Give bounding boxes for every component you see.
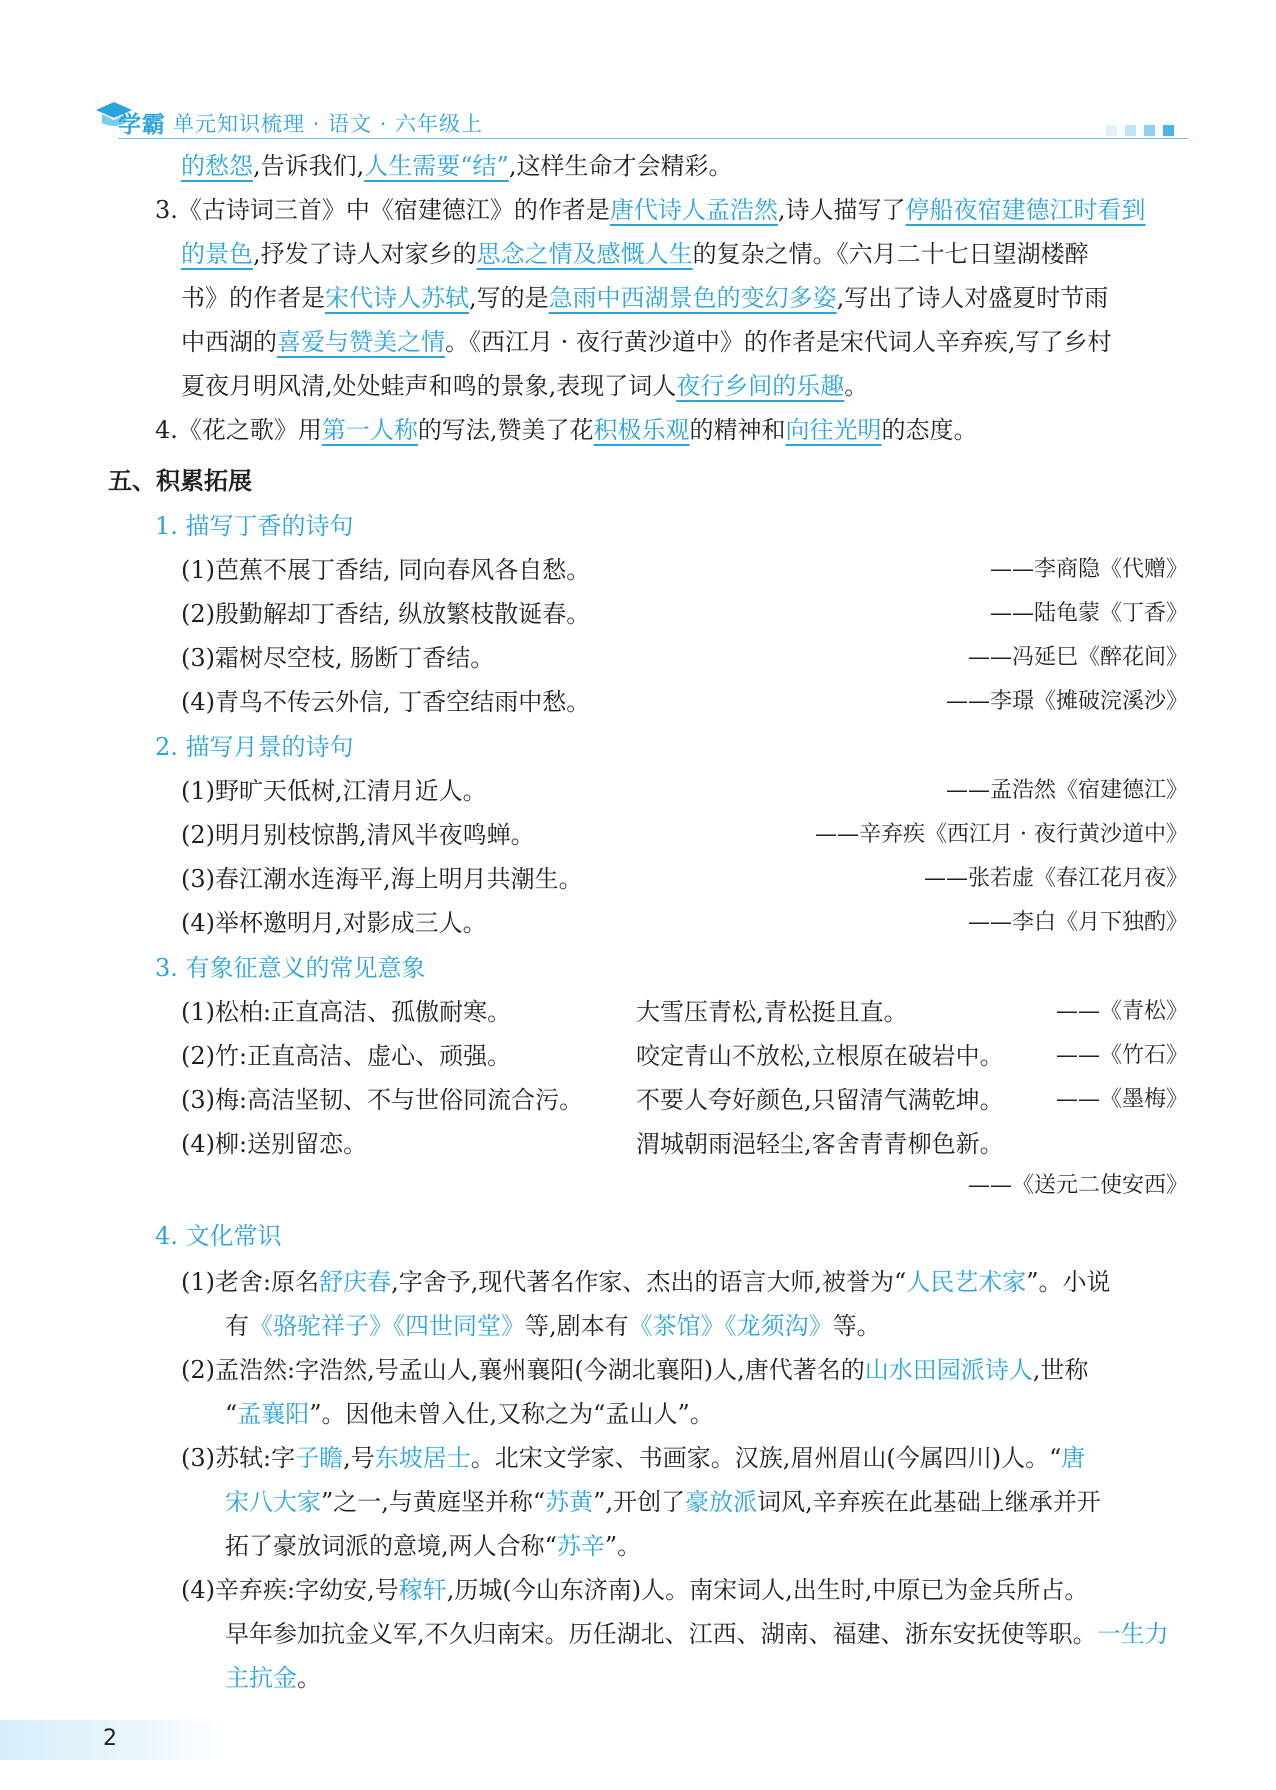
- text-line: (4)辛弃疾:字幼安,号稼轩,历城(今山东济南)人。南宋词人,出生时,中原已为金兵所占。: [181, 1576, 1089, 1604]
- brand-name: 学霸: [118, 112, 166, 138]
- text-line: (1)老舍:原名舒庆春,字舍予,现代著名作家、杰出的语言大师,被誉为“人民艺术家”。小说: [181, 1268, 1111, 1296]
- imagery-meaning: (3)梅:高洁坚韧、不与世俗同流合污。: [181, 1086, 584, 1114]
- poem-line: (4)青鸟不传云外信, 丁香空结雨中愁。: [181, 688, 591, 716]
- header-title: 单元知识梳理 · 语文 · 六年级上: [173, 112, 484, 136]
- poem-source: ——《墨梅》: [1055, 1087, 1188, 1112]
- answer-text: 积极乐观: [593, 416, 690, 444]
- text-line: 3.《古诗词三首》中《宿建德江》的作者是唐代诗人孟浩然,诗人描写了停船夜宿建德江时看到: [155, 196, 1146, 224]
- text-line: (3)苏轼:字子瞻,号东坡居士。北宋文学家、书画家。汉族,眉州眉山(今属四川)人。“唐: [181, 1444, 1086, 1472]
- poem-source: ——《青松》: [1055, 999, 1188, 1024]
- header-divider: [118, 138, 1188, 139]
- poem-source: ——李白《月下独酌》: [967, 910, 1188, 935]
- text-line: 拓了豪放词派的意境,两人合称“苏辛”。: [225, 1532, 642, 1560]
- imagery-verse: 咬定青山不放松,立根原在破岩中。: [636, 1042, 1004, 1070]
- header-decoration: [1098, 121, 1174, 133]
- answer-text: 停船夜宿建德江时看到: [905, 196, 1146, 224]
- text-line: (2)孟浩然:字浩然,号孟山人,襄州襄阳(今湖北襄阳)人,唐代著名的山水田园派诗人,世称: [181, 1356, 1089, 1384]
- poem-source: ——陆龟蒙《丁香》: [989, 601, 1188, 626]
- answer-text: 的景色: [181, 240, 253, 268]
- poem-line: (3)春江潮水连海平,海上明月共潮生。: [181, 865, 583, 893]
- poem-source: ——张若虚《春江花月夜》: [923, 866, 1188, 891]
- subsection-title: 3. 有象征意义的常见意象: [155, 954, 426, 982]
- imagery-verse: 不要人夸好颜色,只留清气满乾坤。: [636, 1086, 1004, 1114]
- page-header: [0, 0, 1276, 140]
- imagery-meaning: (2)竹:正直高洁、虚心、顽强。: [181, 1042, 512, 1070]
- poem-source: ——李商隐《代赠》: [989, 557, 1188, 582]
- text-line: 书》的作者是宋代诗人苏轼,写的是急雨中西湖景色的变幻多姿,写出了诗人对盛夏时节雨: [181, 284, 1109, 312]
- text-line: 夏夜月明风清,处处蛙声和鸣的景象,表现了词人夜行乡间的乐趣。: [181, 372, 869, 400]
- poem-line: (2)殷勤解却丁香结, 纵放繁枝散诞春。: [181, 600, 591, 628]
- poem-line: (3)霜树尽空枝, 肠断丁香结。: [181, 644, 495, 672]
- answer-text: 的愁怨: [181, 152, 253, 180]
- answer-text: 宋代诗人苏轼: [325, 284, 469, 312]
- poem-line: (1)芭蕉不展丁香结, 同向春风各自愁。: [181, 556, 591, 584]
- poem-line: (4)举杯邀明月,对影成三人。: [181, 909, 487, 937]
- poem-source: ——《送元二使安西》: [967, 1173, 1188, 1198]
- text-line: 主抗金。: [225, 1664, 321, 1692]
- answer-text: 人生需要“结”: [364, 152, 509, 180]
- imagery-verse: 渭城朝雨浥轻尘,客舍青青柳色新。: [636, 1130, 1004, 1158]
- text-line: “孟襄阳”。因他未曾入仕,又称之为“孟山人”。: [225, 1400, 714, 1428]
- subsection-title: 2. 描写月景的诗句: [155, 733, 354, 761]
- answer-text: 喜爱与赞美之情: [277, 328, 445, 356]
- text-line: 宋八大家”之一,与黄庭坚并称“苏黄”,开创了豪放派词风,辛弃疾在此基础上继承并开: [225, 1488, 1101, 1516]
- poem-source: ——冯延巳《醉花间》: [967, 645, 1188, 670]
- answer-text: 思念之情及感慨人生: [476, 240, 693, 268]
- text-line: 4.《花之歌》用第一人称的写法,赞美了花积极乐观的精神和向往光明的态度。: [155, 416, 978, 444]
- answer-text: 唐代诗人孟浩然: [609, 196, 778, 224]
- answer-text: 急雨中西湖景色的变幻多姿: [548, 284, 837, 312]
- poem-source: ——辛弃疾《西江月 · 夜行黄沙道中》: [815, 822, 1188, 847]
- imagery-verse: 大雪压青松,青松挺且直。: [636, 998, 908, 1026]
- answer-text: 向往光明: [785, 416, 882, 444]
- text-line: 中西湖的喜爱与赞美之情。《西江月 · 夜行黄沙道中》的作者是宋代词人辛弃疾,写了乡村: [181, 328, 1112, 356]
- subsection-title: 4. 文化常识: [155, 1222, 282, 1250]
- answer-text: 夜行乡间的乐趣: [676, 372, 845, 400]
- imagery-meaning: (4)柳:送别留恋。: [181, 1130, 368, 1158]
- poem-line: (2)明月别枝惊鹊,清风半夜鸣蝉。: [181, 821, 535, 849]
- subsection-title: 1. 描写丁香的诗句: [155, 512, 354, 540]
- text-line: 有《骆驼祥子》《四世同堂》等,剧本有《茶馆》《龙须沟》等。: [225, 1312, 881, 1340]
- text-line: 早年参加抗金义军,不久归南宋。历任湖北、江西、湖南、福建、浙东安抚使等职。一生力: [225, 1620, 1169, 1648]
- imagery-meaning: (1)松柏:正直高洁、孤傲耐寒。: [181, 998, 512, 1026]
- poem-source: ——《竹石》: [1055, 1043, 1188, 1068]
- section-heading: 五、积累拓展: [108, 466, 252, 495]
- text-line: 的愁怨,告诉我们,人生需要“结”,这样生命才会精彩。: [181, 152, 733, 180]
- poem-source: ——孟浩然《宿建德江》: [945, 778, 1188, 803]
- poem-source: ——李璟《摊破浣溪沙》: [945, 689, 1188, 714]
- poem-line: (1)野旷天低树,江清月近人。: [181, 777, 487, 805]
- text-line: 的景色,抒发了诗人对家乡的思念之情及感慨人生的复杂之情。《六月二十七日望湖楼醉: [181, 240, 1089, 268]
- page-number: 2: [103, 1726, 117, 1751]
- answer-text: 第一人称: [321, 416, 418, 444]
